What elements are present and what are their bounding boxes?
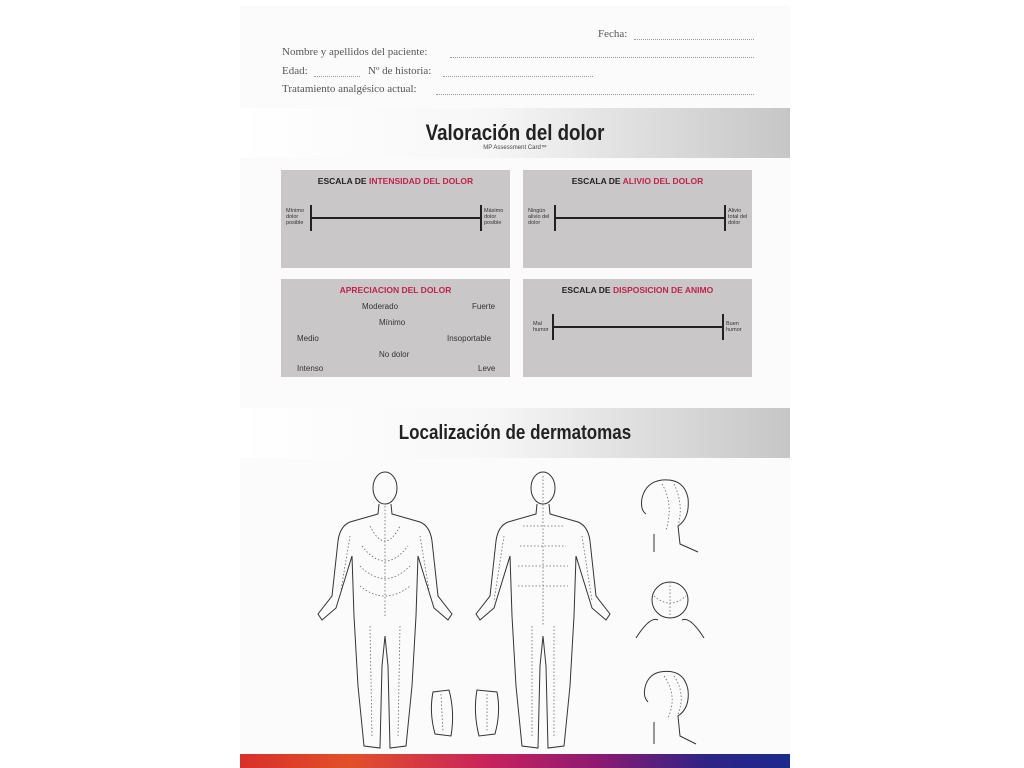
date-label: Fecha: <box>598 28 628 40</box>
word-insoportable[interactable]: Insoportable <box>447 334 492 343</box>
pain-intensity-min-label: Mínimo dolor posible <box>286 208 305 226</box>
treatment-field[interactable] <box>436 94 754 95</box>
patient-name-field[interactable] <box>450 57 754 58</box>
word-medio[interactable]: Medio <box>297 334 319 343</box>
pain-assessment-sheet <box>240 6 790 768</box>
word-moderado[interactable]: Moderado <box>362 302 399 311</box>
pain-relief-none-label: Ningún alivio del dolor <box>528 208 550 226</box>
pain-relief-scale-card <box>523 170 752 268</box>
word-fuerte[interactable]: Fuerte <box>472 302 496 311</box>
mood-right-tick <box>722 314 724 340</box>
mood-scale-card <box>523 279 752 377</box>
word-intenso[interactable]: Intenso <box>297 364 324 373</box>
pain-appreciation-card <box>281 279 510 377</box>
word-leve[interactable]: Leve <box>478 364 496 373</box>
pain-intensity-right-tick <box>480 205 482 231</box>
treatment-label: Tratamiento analgésico actual: <box>282 83 417 95</box>
history-number-field[interactable] <box>443 76 593 77</box>
mood-bad-label: Mal humor <box>533 321 549 333</box>
pain-intensity-scale-card <box>281 170 510 268</box>
pain-relief-total-label: Alivio total del dolor <box>728 208 748 226</box>
dermatomes-title: Localización de dermatomas <box>398 422 632 444</box>
head-side-view-figure[interactable] <box>634 474 704 554</box>
patient-name-label: Nombre y apellidos del paciente: <box>282 46 428 58</box>
mood-scale-title: ESCALA DE DISPOSICION DE ANIMO <box>561 285 714 295</box>
pain-relief-title: ESCALA DE ALIVIO DEL DOLOR <box>571 176 704 186</box>
date-field[interactable] <box>634 39 754 40</box>
age-label: Edad: <box>282 65 308 77</box>
head-three-quarter-figure[interactable] <box>638 666 708 746</box>
feet-soles-figure[interactable] <box>425 682 505 742</box>
pain-intensity-line[interactable] <box>311 217 481 219</box>
dermatomes-banner <box>240 408 790 458</box>
age-field[interactable] <box>314 76 360 77</box>
assessment-banner <box>240 108 790 158</box>
pain-intensity-max-label: Máximo dolor posible <box>484 208 504 226</box>
head-top-view-figure[interactable] <box>630 576 710 646</box>
mood-good-label: Buen humor <box>726 321 742 333</box>
assessment-subtitle: MP Assessment Card™ <box>483 145 547 151</box>
pain-relief-line[interactable] <box>555 217 725 219</box>
mood-line[interactable] <box>553 326 723 328</box>
word-minimo[interactable]: Mínimo <box>379 318 406 327</box>
pain-relief-right-tick <box>724 205 726 231</box>
footer-color-bar <box>240 754 790 768</box>
history-number-label: Nº de historia: <box>368 65 432 77</box>
pain-appreciation-title: APRECIACION DEL DOLOR <box>339 285 452 295</box>
assessment-title: Valoración del dolor <box>425 120 605 145</box>
pain-intensity-title: ESCALA DE INTENSIDAD DEL DOLOR <box>317 176 474 186</box>
word-no-dolor[interactable]: No dolor <box>379 350 410 359</box>
